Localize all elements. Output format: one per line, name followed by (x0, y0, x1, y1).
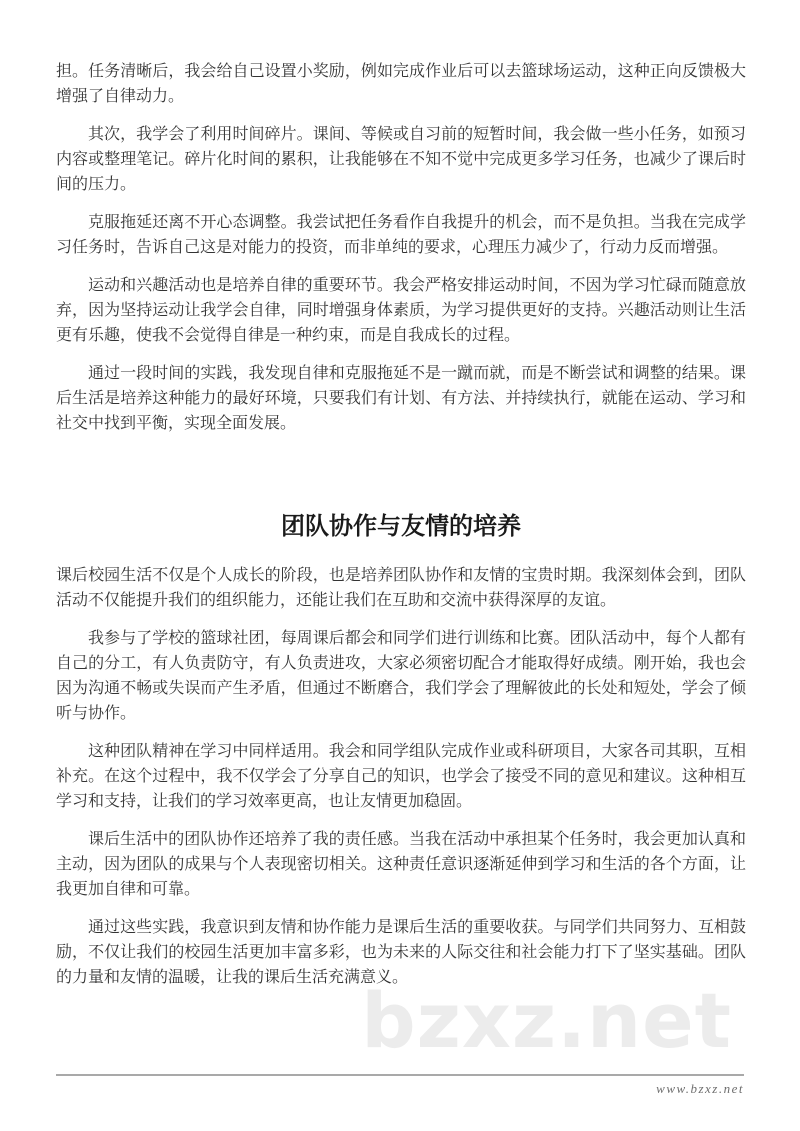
paragraph: 我参与了学校的篮球社团，每周课后都会和同学们进行训练和比赛。团队活动中，每个人都有自己的分工，有人负责防守，有人负责进攻，大家必须密切配合才能取得好成绩。刚开始，我也会因为沟通不畅或失误而产生矛盾，但通过不断磨合，我们学会了理解彼此的长处和短处，学会了倾听与协作。 (56, 630, 746, 722)
paragraph: 通过一段时间的实践，我发现自律和克服拖延不是一蹴而就，而是不断尝试和调整的结果。课后生活是培养这种能力的最好环境，只要我们有计划、有方法、并持续执行，就能在运动、学习和社交中找到平衡，实现全面发展。 (56, 365, 746, 432)
paragraph: 课后生活中的团队协作还培养了我的责任感。当我在活动中承担某个任务时，我会更加认真和主动，因为团队的成果与个人表现密切相关。这种责任意识逐渐延伸到学习和生活的各个方面，让我更加自律和可靠。 (56, 831, 746, 898)
paragraph: 担。任务清晰后，我会给自己设置小奖励，例如完成作业后可以去篮球场运动，这种正向反馈极大增强了自律动力。 (56, 63, 746, 105)
paragraph: 课后校园生活不仅是个人成长的阶段，也是培养团队协作和友情的宝贵时期。我深刻体会到，团队活动不仅能提升我们的组织能力，还能让我们在互助和交流中获得深厚的友谊。 (56, 567, 746, 609)
paragraph: 克服拖延还离不开心态调整。我尝试把任务看作自我提升的机会，而不是负担。当我在完成学习任务时，告诉自己这是对能力的投资，而非单纯的要求，心理压力减少了，行动力反而增强。 (56, 214, 746, 256)
footer-divider (56, 1074, 744, 1076)
footer-url: www.bzxz.net (656, 1081, 744, 1096)
paragraph: 运动和兴趣活动也是培养自律的重要环节。我会严格安排运动时间，不因为学习忙碌而随意放弃，因为坚持运动让我学会自律，同时增强身体素质，为学习提供更好的支持。兴趣活动则让生活更有乐趣，使我不会觉得自律是一种约束，而是自我成长的过程。 (56, 277, 746, 344)
paragraph: 其次，我学会了利用时间碎片。课间、等候或自习前的短暂时间，我会做一些小任务，如预习内容或整理笔记。碎片化时间的累积，让我能够在不知不觉中完成更多学习任务，也减少了课后时间的压力。 (56, 126, 746, 193)
paragraph: 通过这些实践，我意识到友情和协作能力是课后生活的重要收获。与同学们共同努力、互相鼓励，不仅让我们的校园生活更加丰富多彩，也为未来的人际交往和社会能力打下了坚实基础。团队的力量和友情的温暖，让我的课后生活充满意义。 (56, 919, 746, 986)
section-title: 团队协作与友情的培养 (281, 513, 521, 540)
paragraph: 这种团队精神在学习中同样适用。我会和同学组队完成作业或科研项目，大家各司其职，互相补充。在这个过程中，我不仅学会了分享自己的知识，也学会了接受不同的意见和建议。这种相互学习和支持，让我们的学习效率更高，也让友情更加稳固。 (56, 743, 746, 810)
watermark: bzxz.net (361, 976, 732, 1065)
page-content (56, 59, 746, 1003)
